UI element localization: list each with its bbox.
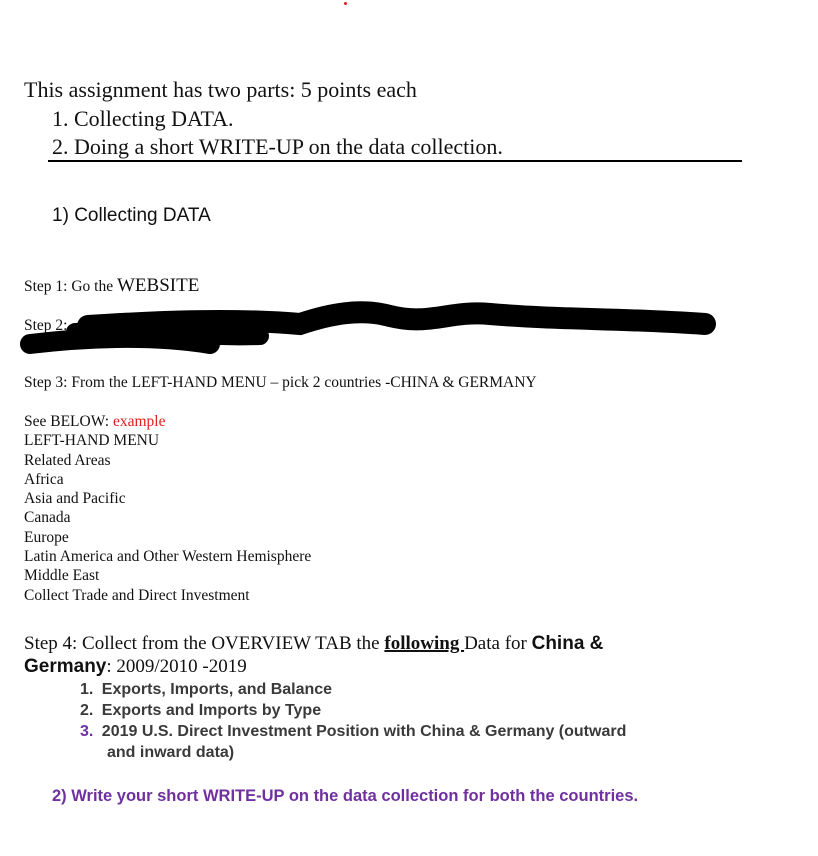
data-item-3-number: 3.: [80, 723, 94, 740]
step-4-text: Step 4: Collect from the OVERVIEW TAB the: [24, 633, 380, 654]
example-menu: [24, 412, 311, 605]
menu-item: Canada: [24, 509, 71, 527]
data-item-2-label: Exports and Imports by Type: [101, 702, 322, 719]
data-item-3-label: 2019 U.S. Direct Investment Position with China & Germany (outward: [101, 723, 627, 740]
part-2: [52, 134, 503, 160]
step-4-country-2: Germany: [24, 656, 107, 677]
section-1-number: 1): [52, 205, 69, 226]
part-1-label: Collecting DATA.: [74, 106, 234, 131]
step-4-country-1: China &: [531, 633, 604, 654]
step-1-text: Step 1: Go the: [24, 278, 114, 295]
step-1-website: WEBSITE: [117, 275, 200, 296]
menu-item: Africa: [24, 470, 64, 488]
step-3: Step 3: From the LEFT-HAND MENU – pick 2 countries -CHINA & GERMANY: [24, 374, 537, 391]
horizontal-rule: [48, 160, 742, 162]
step-4-data-for: Data for: [464, 633, 527, 654]
menu-item: LEFT-HAND MENU: [24, 432, 160, 450]
menu-item: Collect Trade and Direct Investment: [24, 586, 250, 604]
step-4-years: : 2009/2010 -2019: [106, 656, 247, 677]
part-1: [52, 106, 234, 132]
data-item-1-number: 1.: [80, 681, 94, 698]
part-2-label: Doing a short WRITE-UP on the data collection.: [74, 134, 503, 159]
menu-item: Related Areas: [24, 451, 111, 469]
menu-item: Europe: [24, 528, 69, 546]
data-item-2-number: 2.: [80, 702, 94, 719]
see-below-label: See BELOW:: [24, 413, 110, 430]
section-1-heading: [52, 205, 211, 227]
see-below: [24, 412, 311, 431]
part-2-number: 2.: [52, 134, 69, 159]
stray-red-dot: [344, 2, 347, 5]
data-item-1-label: Exports, Imports, and Balance: [101, 681, 333, 698]
section-1-label: Collecting DATA: [74, 205, 211, 226]
data-item-1: [80, 681, 332, 699]
data-item-2: [80, 702, 321, 720]
data-item-3-continued: and inward data): [107, 744, 235, 761]
example-label: example: [112, 413, 166, 430]
part-1-number: 1.: [52, 106, 69, 131]
redaction-scribble: [0, 300, 740, 370]
menu-item: Asia and Pacific: [24, 490, 126, 508]
menu-item: Middle East: [24, 567, 100, 585]
step-1: [24, 275, 199, 297]
assignment-intro: This assignment has two parts: 5 points each: [24, 77, 417, 102]
step-4: [24, 632, 603, 678]
data-item-3: [80, 723, 626, 741]
menu-item: Latin America and Other Western Hemisphere: [24, 548, 312, 566]
step-4-following: following: [384, 633, 465, 654]
writeup-instruction: 2) Write your short WRITE-UP on the data collection for both the countries.: [52, 787, 639, 805]
step-2: Step 2:: [24, 317, 68, 334]
